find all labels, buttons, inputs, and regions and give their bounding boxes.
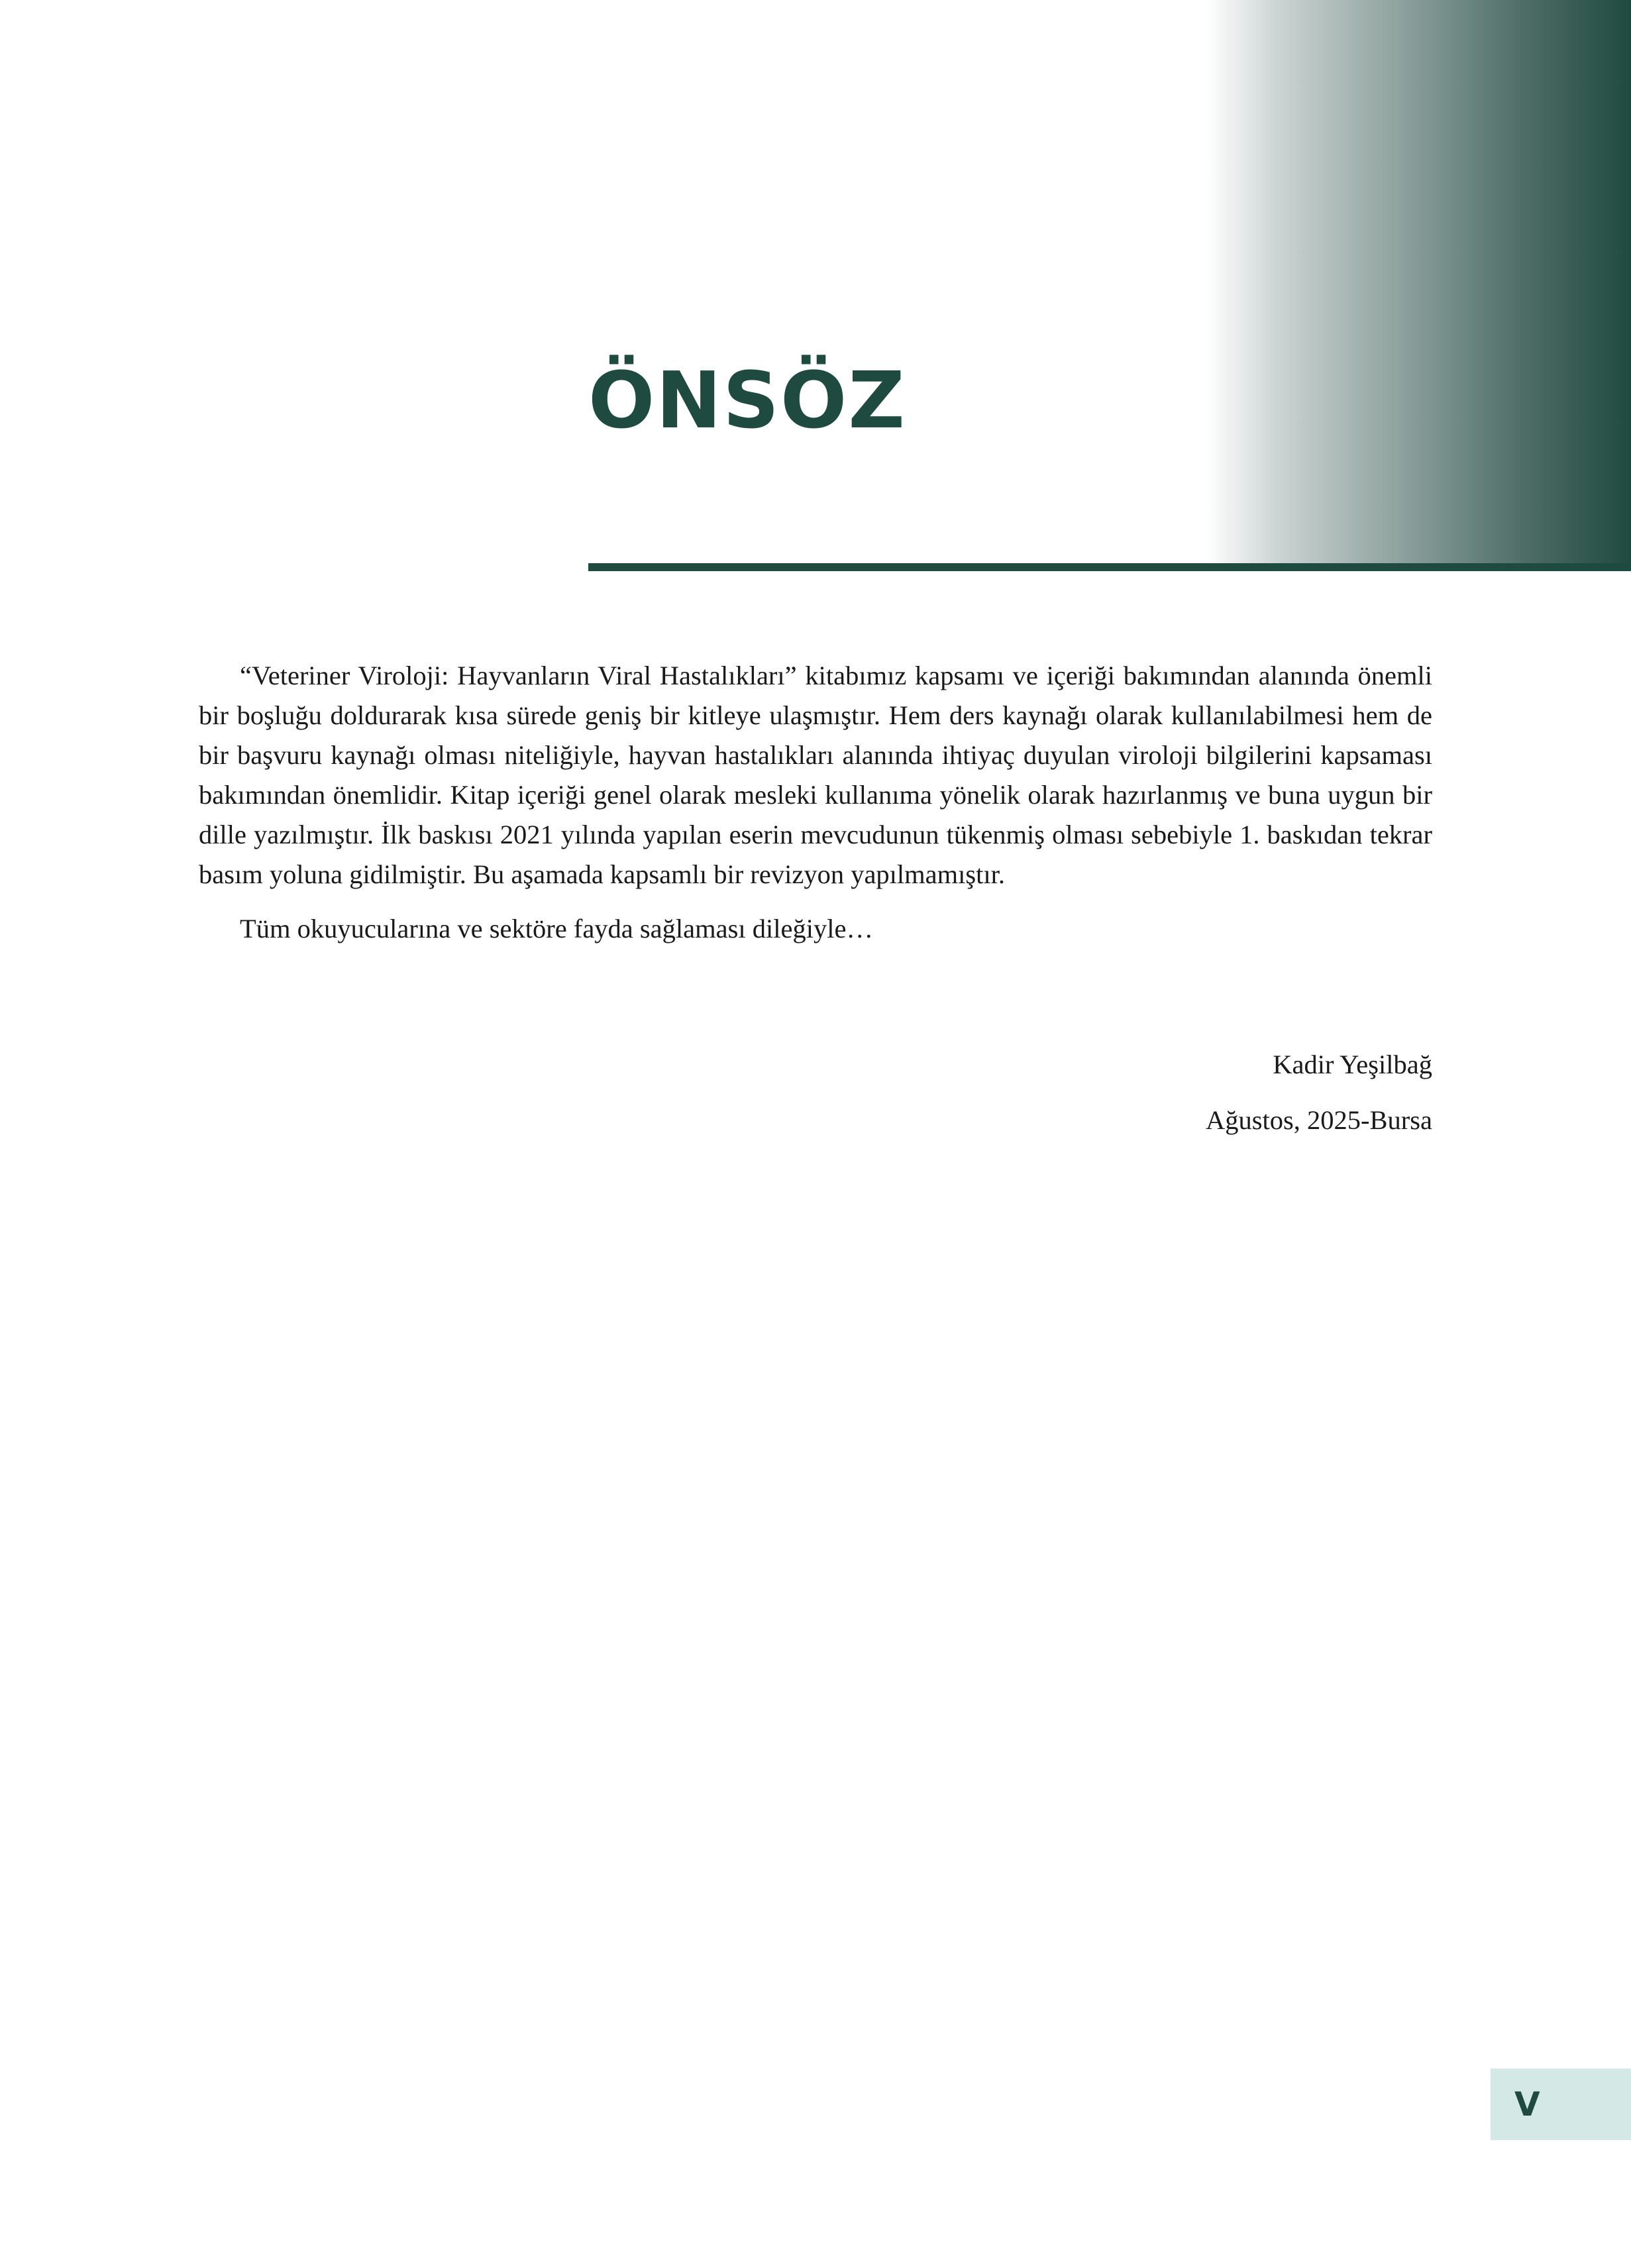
date-place: Ağustos, 2025-Bursa (1206, 1105, 1432, 1135)
page-title: ÖNSÖZ (588, 354, 906, 446)
paragraph-1: “Veteriner Viroloji: Hayvanların Viral Hastalıkları” kitabımız kapsamı ve içeriği bakımından alanında önemli bir boşluğu doldurarak kısa sürede geniş bir kitleye ulaşmıştır. Hem ders kaynağı olarak kullanılabilmesi hem de bir başvuru kaynağı olması niteliğiyle, hayvan hastalıkları alanında ihtiyaç duyulan viroloji bilgilerini kapsaması bakımından önemlidir. Kitap içeriği genel olarak mesleki kullanıma yönelik olarak hazırlanmış ve buna uygun bir dille yazılmıştır. İlk baskısı 2021 yılında yapılan eserin mevcudunun tükenmiş olması sebebiyle 1. baskıdan tekrar basım yoluna gidilmiştir. Bu aşamada kapsamlı bir revizyon yapılmamıştır. (199, 661, 1432, 889)
preface-body (199, 656, 1432, 963)
title-underline-rule (588, 563, 1631, 571)
page-number: V (1514, 2085, 1540, 2124)
author-name: Kadir Yeşilbağ (1273, 1050, 1432, 1079)
page-number-tab (1491, 2069, 1631, 2140)
signature-block (1206, 1037, 1432, 1148)
paragraph-2: Tüm okuyucularına ve sektöre fayda sağlaması dileğiyle… (240, 914, 873, 944)
corner-gradient-decoration (1206, 0, 1631, 563)
